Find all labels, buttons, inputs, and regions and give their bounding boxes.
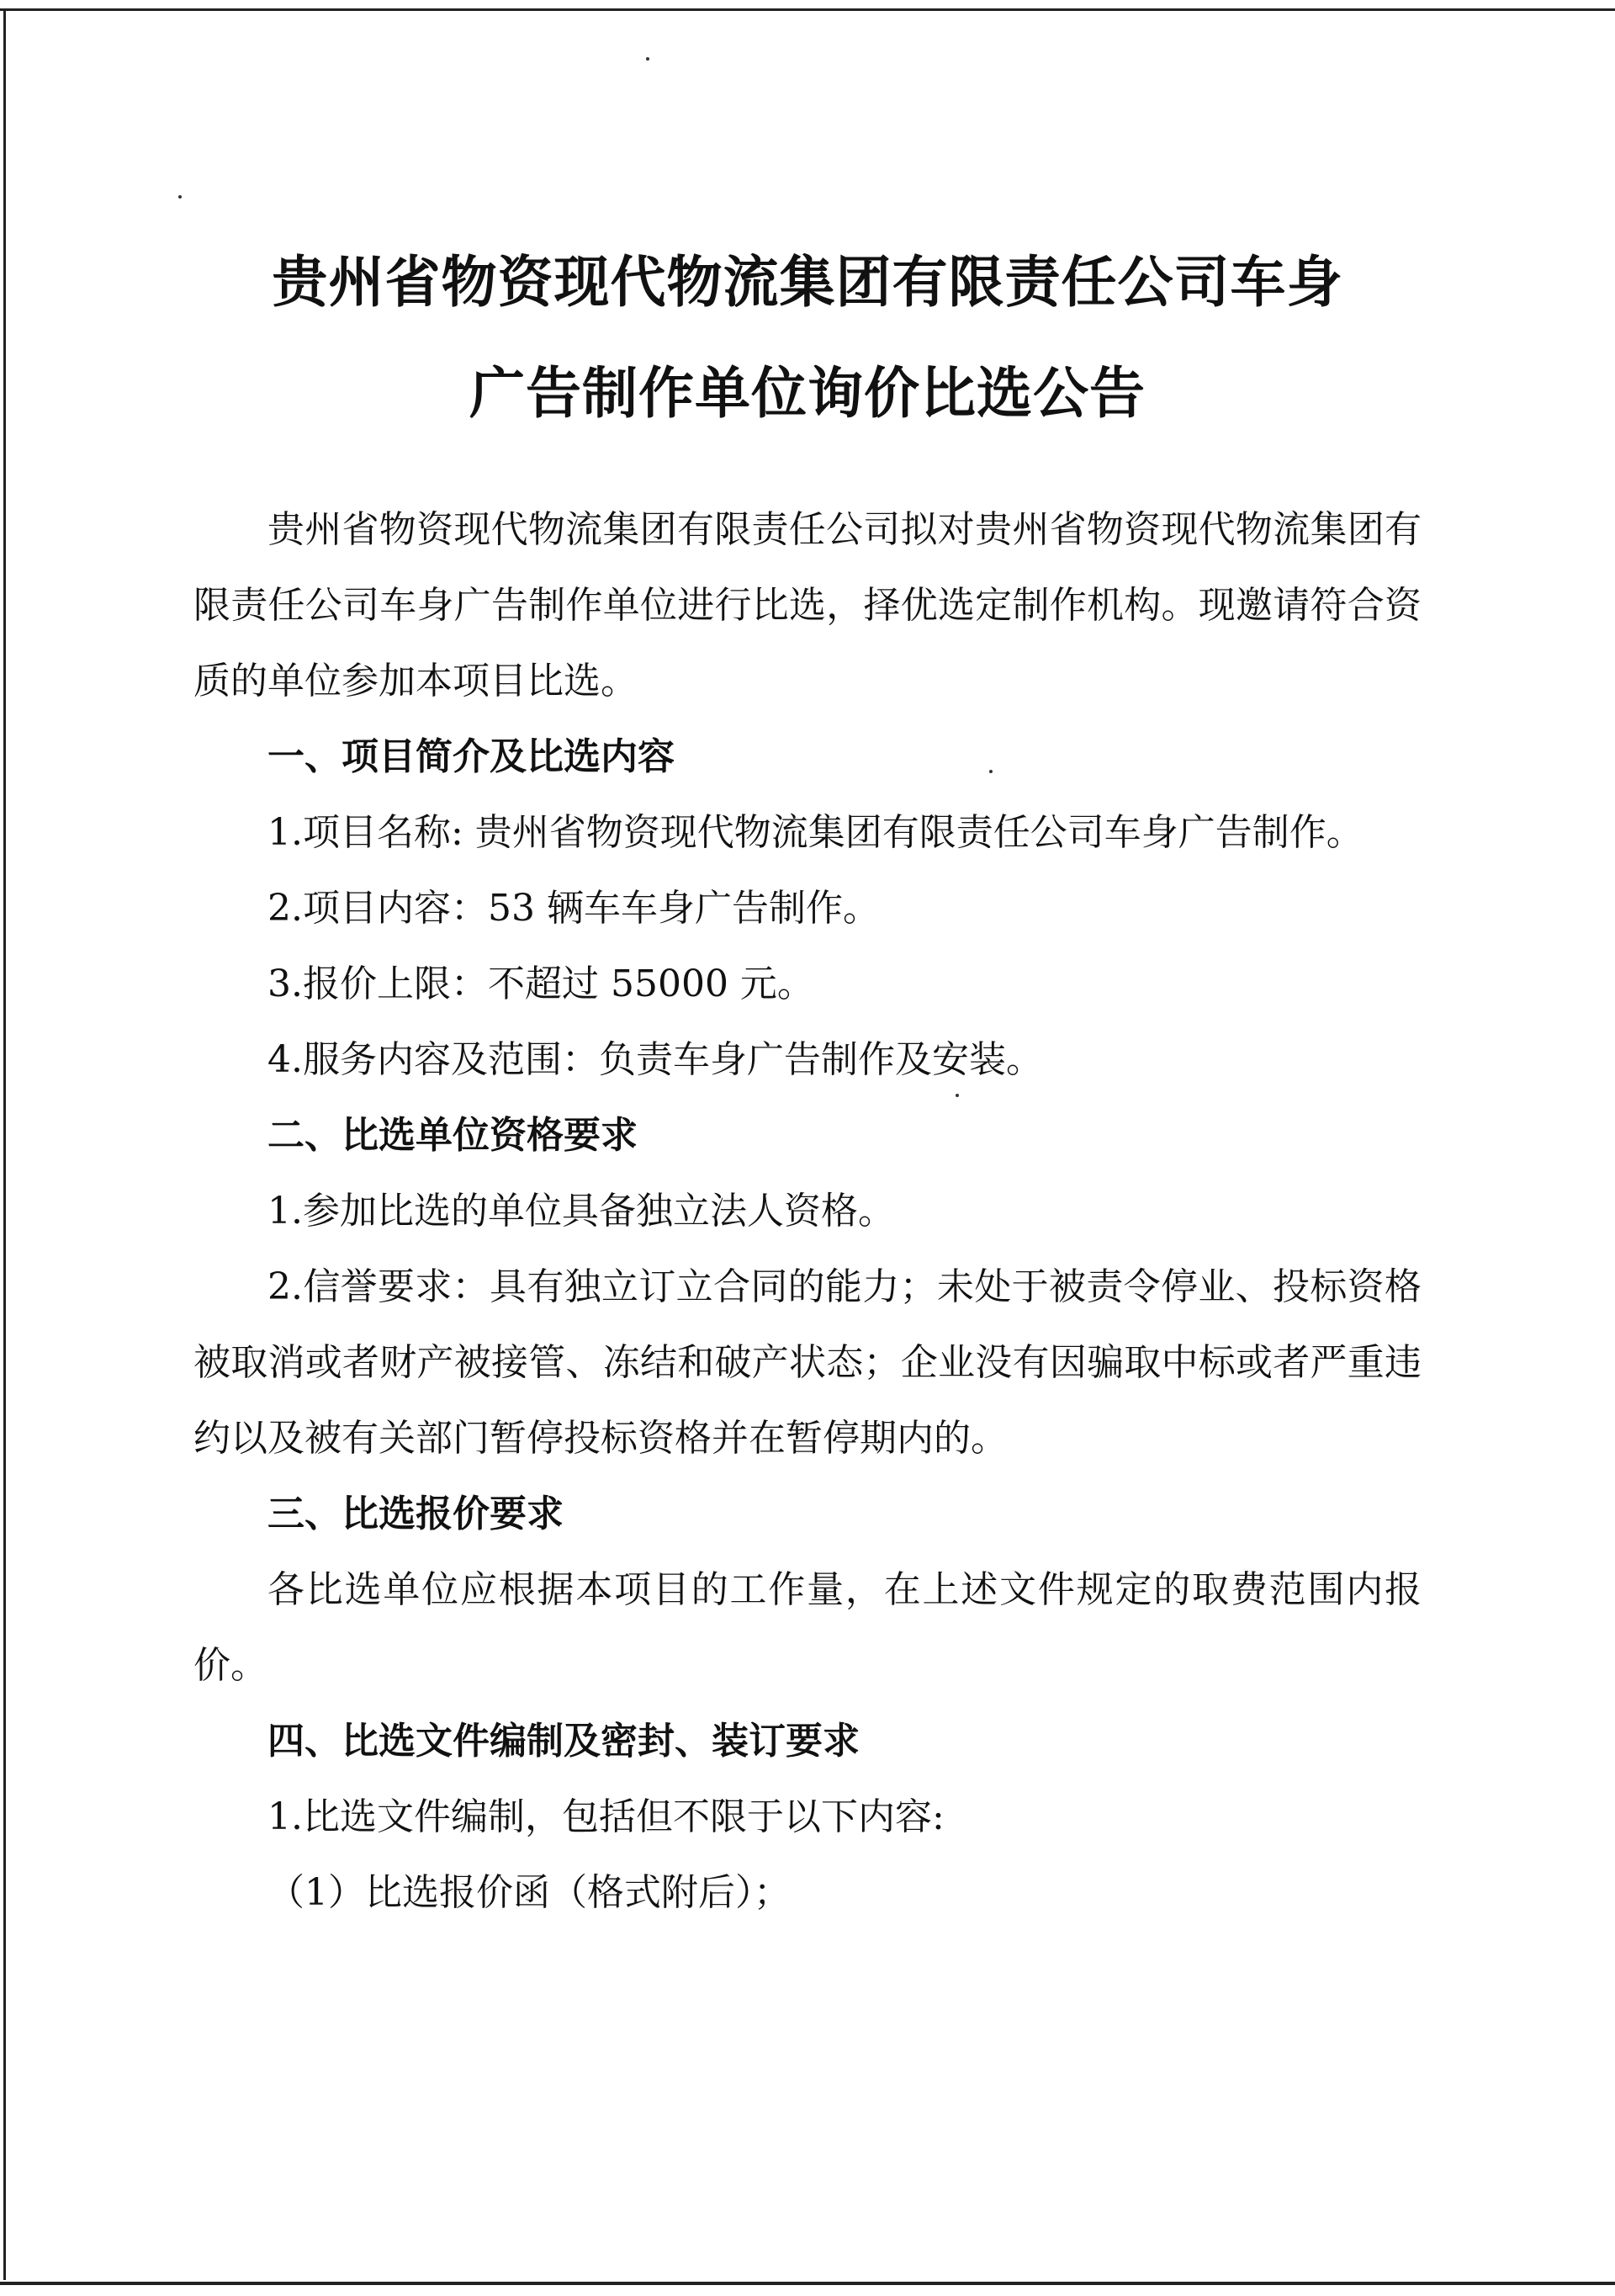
section-4-item: （1）比选报价函（格式附后）；: [267, 1871, 791, 1914]
section-3-text: 各比选单位应根据本项目的工作量，在上述文件规定的取费范围内报价。: [193, 1568, 1422, 1687]
section-2-heading: 二、比选单位资格要求: [267, 1114, 638, 1157]
section-2-item: 1.参加比选的单位具备独立法人资格。: [267, 1190, 895, 1233]
document-body: [193, 492, 1422, 1931]
section-3-heading: 三、比选报价要求: [267, 1493, 564, 1535]
document-title-line-2: 广告制作单位询价比选公告: [469, 361, 1146, 426]
section-1-item: 4.服务内容及范围：负责车身广告制作及安装。: [267, 1038, 1043, 1081]
intro-paragraph: 贵州省物资现代物流集团有限责任公司拟对贵州省物资现代物流集团有限责任公司车身广告制作单位进行比选，择优选定制作机构。现邀请符合资质的单位参加本项目比选。: [193, 508, 1422, 703]
section-1-item: 2.项目内容：53 辆车车身广告制作。: [267, 887, 880, 930]
section-4-heading: 四、比选文件编制及密封、装订要求: [267, 1720, 860, 1763]
section-4-item: 1.比选文件编制，包括但不限于以下内容:: [267, 1795, 945, 1838]
section-1-item: 1.项目名称: 贵州省物资现代物流集团有限责任公司车身广告制作。: [267, 811, 1363, 854]
document-title-line-1: 贵州省物资现代物流集团有限责任公司车身: [272, 250, 1343, 315]
section-2-item: 2.信誉要求：具有独立订立合同的能力；未处于被责令停业、投标资格被取消或者财产被接管、冻结和破产状态；企业没有因骗取中标或者严重违约以及被有关部门暂停投标资格并在暂停期内的。: [193, 1265, 1422, 1460]
section-1-heading: 一、项目简介及比选内容: [267, 735, 675, 778]
section-1-item: 3.报价上限：不超过 55000 元。: [267, 962, 814, 1005]
